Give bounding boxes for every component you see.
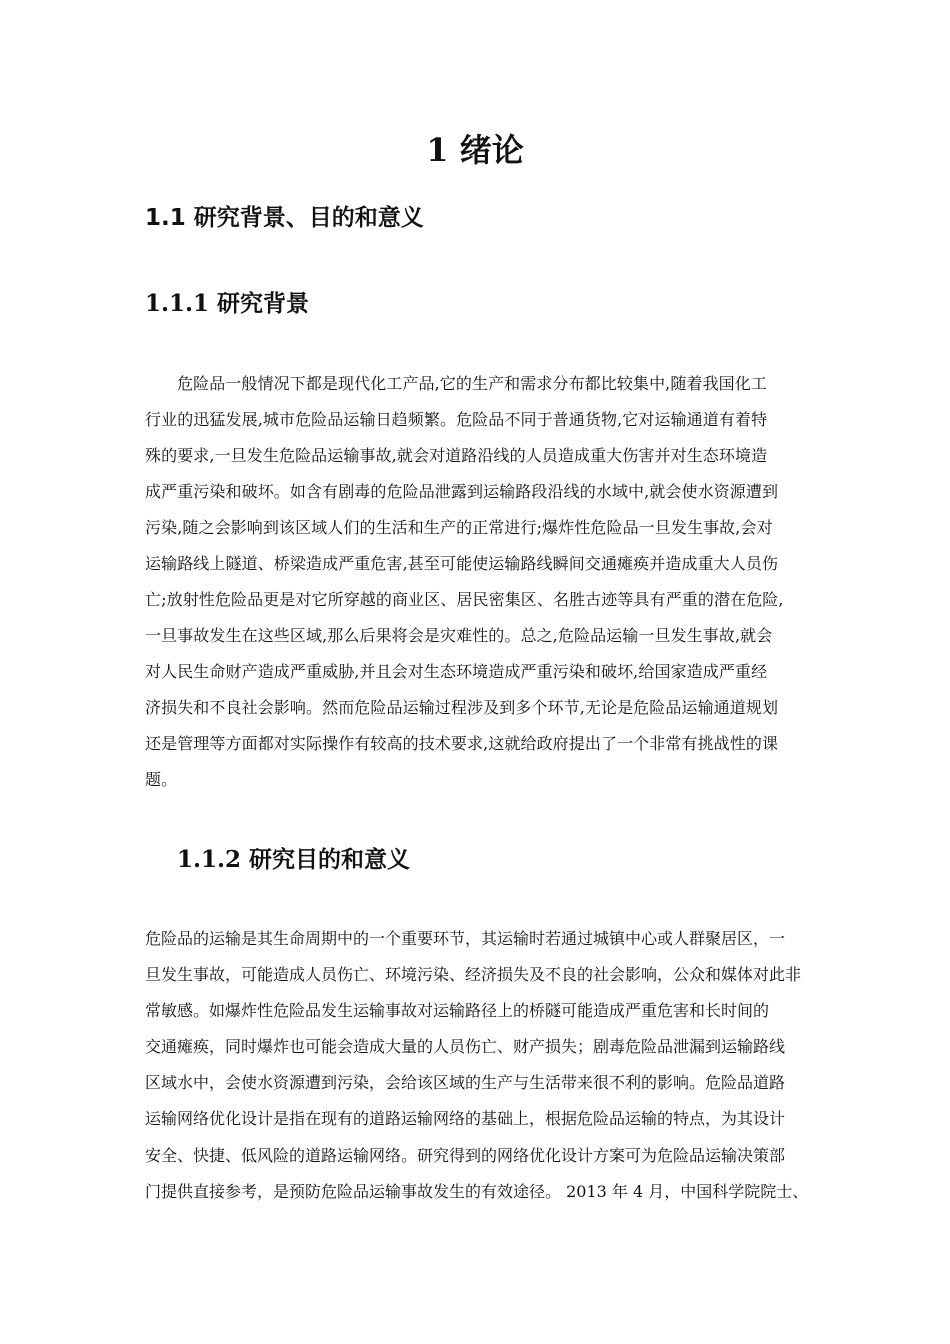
paragraph-line: 一旦事故发生在这些区域,那么后果将会是灾难性的。总之,危险品运输一旦发生事故,就会 bbox=[145, 626, 773, 645]
paragraph-background bbox=[145, 366, 810, 798]
paragraph-line: 成严重污染和破坏。如含有剧毒的危险品泄露到运输路段沿线的水域中,就会使水资源遭到 bbox=[145, 482, 779, 501]
paragraph-line: 安全、快捷、低风险的道路运输网络。研究得到的网络优化设计方案可为危险品运输决策部 bbox=[145, 1145, 786, 1165]
paragraph-line: 危险品一般情况下都是现代化工产品,它的生产和需求分布都比较集中,随着我国化工 bbox=[177, 374, 767, 393]
paragraph-line: 污染,随之会影响到该区域人们的生活和生产的正常进行;爆炸性危险品一旦发生事故,会对 bbox=[145, 518, 773, 537]
paragraph-line: 济损失和不良社会影响。然而危险品运输过程涉及到多个环节,无论是危险品运输通道规划 bbox=[145, 698, 779, 717]
paragraph-line: 还是管理等方面都对实际操作有较高的技术要求,这就给政府提出了一个非常有挑战性的课 bbox=[145, 734, 779, 753]
chapter-title: 1 绪论 bbox=[426, 131, 524, 169]
paragraph-line: 亡;放射性危险品更是对它所穿越的商业区、居民密集区、名胜古迹等具有严重的潜在危险, bbox=[145, 590, 784, 609]
paragraph-line: 交通瘫痪，同时爆炸也可能会造成大量的人员伤亡、财产损失；剧毒危险品泄漏到运输路线 bbox=[145, 1037, 786, 1057]
paragraph-line: 危险品的运输是其生命周期中的一个重要环节，其运输时若通过城镇中心或人群聚居区，一 bbox=[145, 929, 786, 948]
paragraph-line: 行业的迅猛发展,城市危险品运输日趋频繁。危险品不同于普通货物,它对运输通道有着特 bbox=[145, 410, 768, 429]
subsection-heading-background: 1.1.1 研究背景 bbox=[145, 290, 310, 317]
paragraph-line: 区域水中，会使水资源遭到污染，会给该区域的生产与生活带来很不利的影响。危险品道路 bbox=[145, 1073, 786, 1093]
paragraph-line: 运输网络优化设计是指在现有的道路运输网络的基础上，根据危险品运输的特点，为其设计 bbox=[145, 1109, 786, 1129]
paragraph-line: 殊的要求,一旦发生危险品运输事故,就会对道路沿线的人员造成重大伤害并对生态环境造 bbox=[145, 446, 768, 465]
paragraph-line: 旦发生事故，可能造成人员伤亡、环境污染、经济损失及不良的社会影响，公众和媒体对此非 bbox=[145, 965, 802, 985]
paragraph-line: 对人民生命财产造成严重威胁,并且会对生态环境造成严重污染和破坏,给国家造成严重经 bbox=[145, 662, 768, 681]
paragraph-line: 运输路线上隧道、桥梁造成严重危害,甚至可能使运输路线瞬间交通瘫痪并造成重大人员伤 bbox=[145, 554, 779, 573]
paragraph-line: 常敏感。如爆炸性危险品发生运输事故对运输路径上的桥隧可能造成严重危害和长时间的 bbox=[145, 1001, 770, 1021]
section-heading: 1.1 研究背景、目的和意义 bbox=[145, 205, 424, 231]
paragraph-line: 题。 bbox=[145, 770, 178, 789]
subsection-heading-purpose: 1.1.2 研究目的和意义 bbox=[177, 846, 411, 873]
paragraph-purpose bbox=[145, 921, 817, 1210]
paragraph-line: 门提供直接参考，是预防危险品运输事故发生的有效途径。 2013 年 4 月，中国科学院院士、 bbox=[145, 1181, 809, 1201]
